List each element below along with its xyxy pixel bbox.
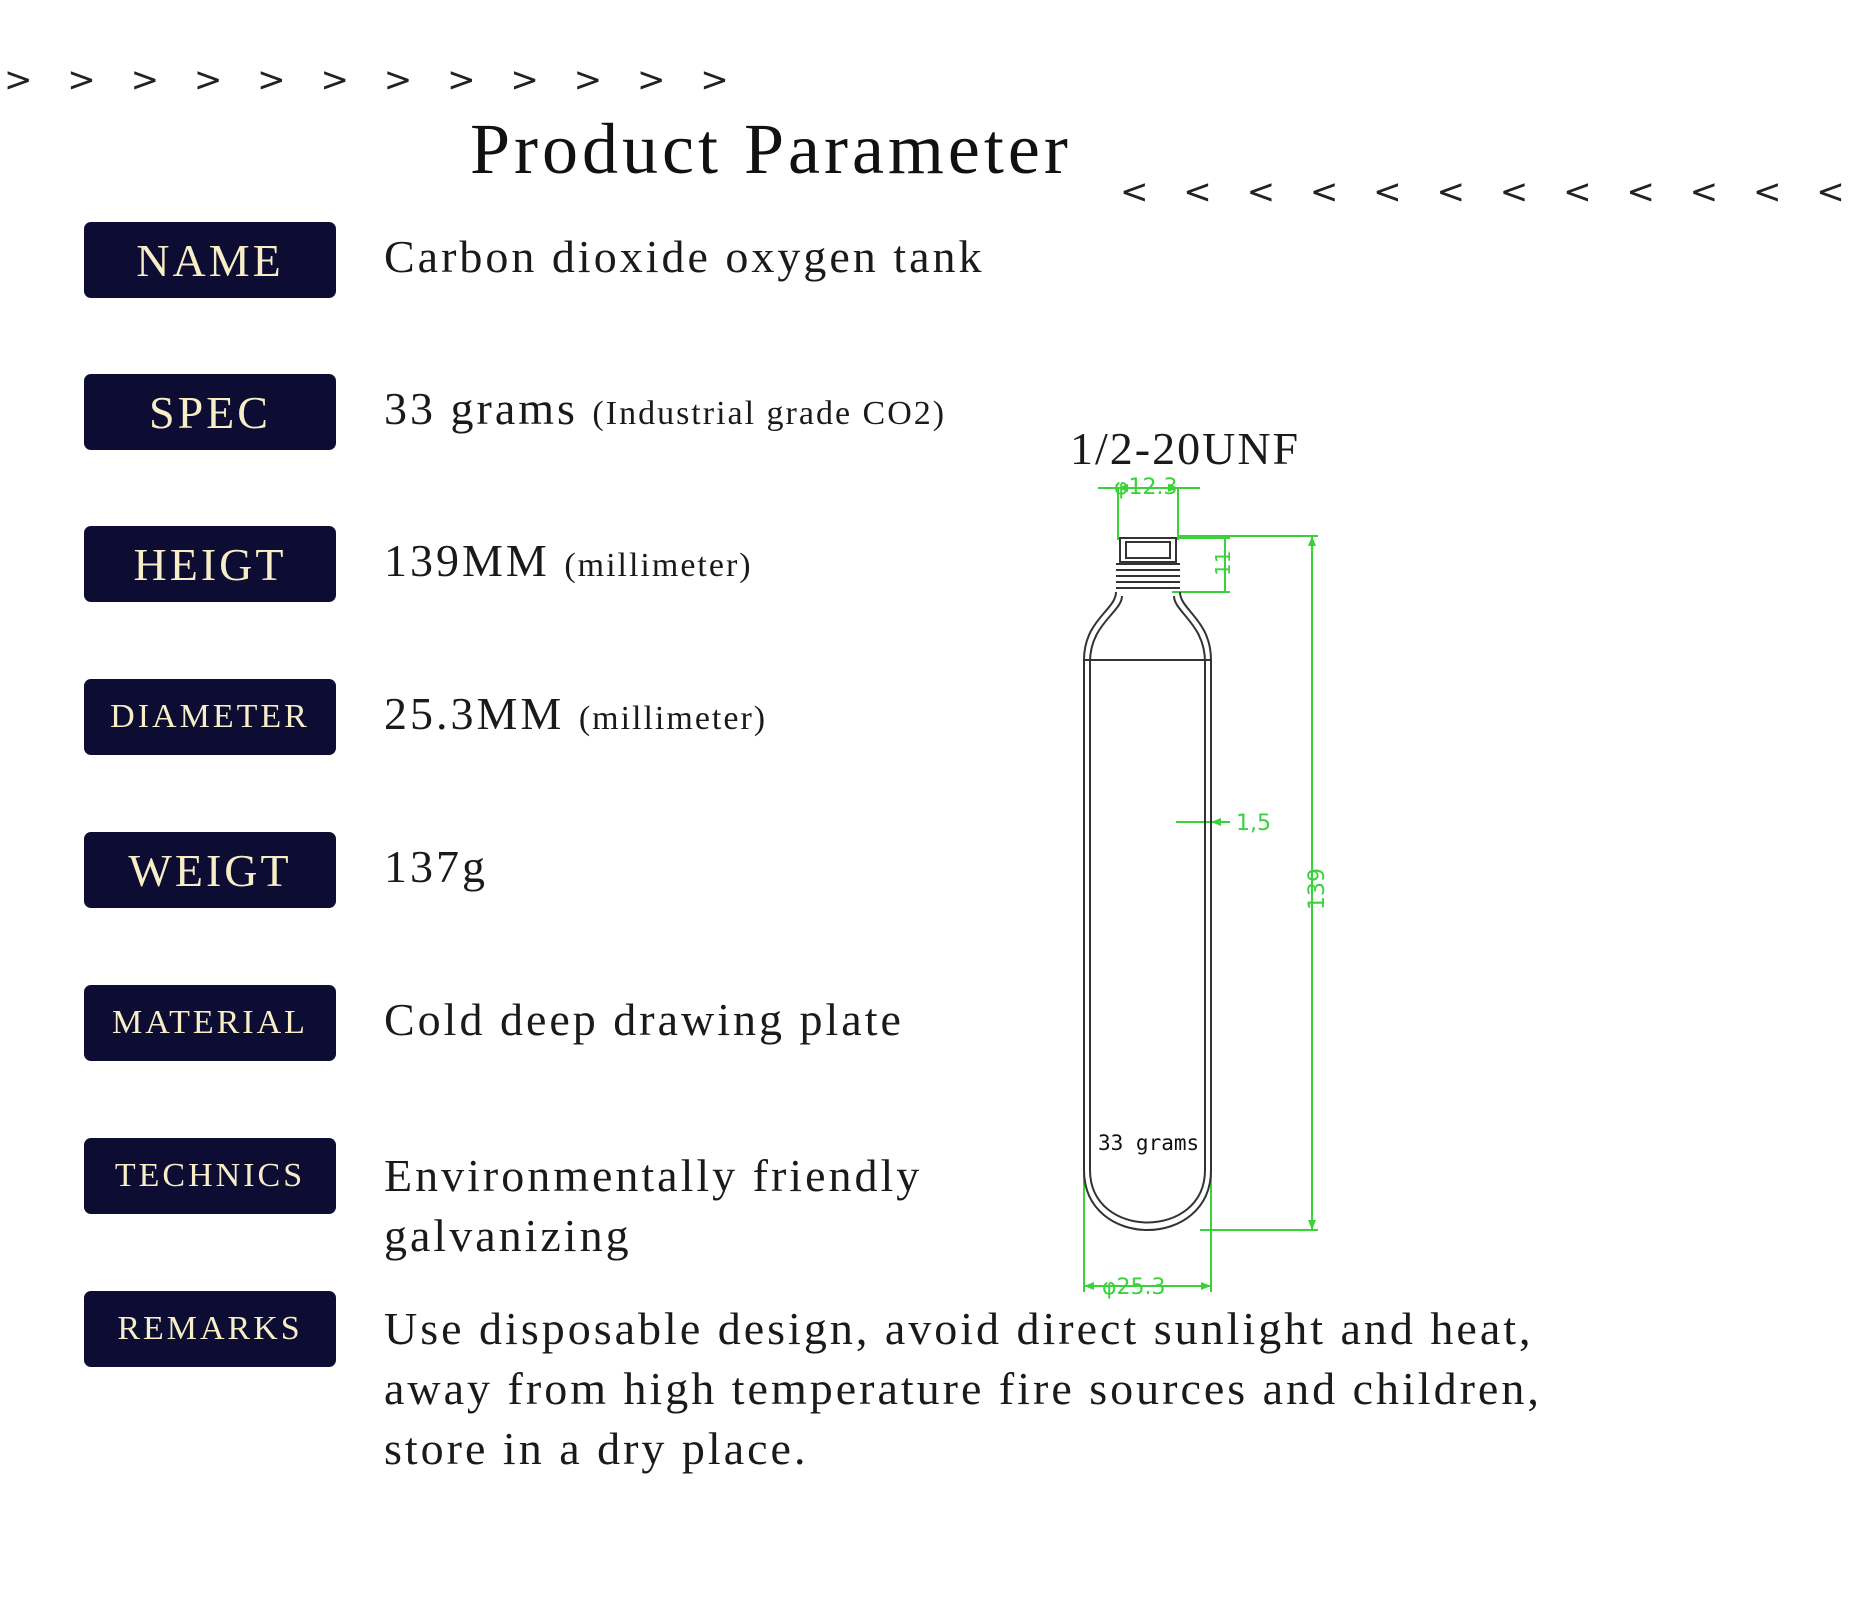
dim-bottom-diameter: φ25.3 xyxy=(1102,1275,1166,1300)
param-value-height xyxy=(384,534,753,587)
param-value-weight xyxy=(384,840,488,893)
param-value-spec-text: 33 grams xyxy=(384,383,578,434)
param-value-remarks xyxy=(384,1299,1544,1479)
param-value-name xyxy=(384,230,985,283)
dim-wall-thickness: 1,5 xyxy=(1236,811,1271,836)
param-value-technics xyxy=(384,1146,984,1266)
param-label-weight: WEIGT xyxy=(84,832,336,908)
decorative-arrows-right: < < < < < < < < < < < < xyxy=(1120,172,1857,212)
decorative-arrows-left: > > > > > > > > > > > > xyxy=(4,60,741,100)
param-value-diameter-text: 25.3MM xyxy=(384,688,565,739)
dim-overall-height: 139 xyxy=(1305,868,1330,910)
param-value-material-text: Cold deep drawing plate xyxy=(384,994,904,1045)
param-value-diameter-note: (millimeter) xyxy=(578,700,768,737)
param-label-technics: TECHNICS xyxy=(84,1138,336,1214)
param-label-remarks: REMARKS xyxy=(84,1291,336,1367)
param-value-material xyxy=(384,993,904,1046)
param-label-name: NAME xyxy=(84,222,336,298)
page-title: Product Parameter xyxy=(470,109,1072,189)
param-label-material: MATERIAL xyxy=(84,985,336,1061)
param-label-height: HEIGT xyxy=(84,526,336,602)
param-label-diameter: DIAMETER xyxy=(84,679,336,755)
dim-neck-height: 11 xyxy=(1211,550,1235,576)
cylinder-technical-drawing xyxy=(1080,475,1380,1320)
cylinder-outline xyxy=(1084,538,1211,1230)
param-value-spec xyxy=(384,382,946,435)
param-label-spec: SPEC xyxy=(84,374,336,450)
param-value-remarks-text: Use disposable design, avoid direct sunlight and heat, away from high temperature fire sources and children, store in a dry place. xyxy=(384,1303,1542,1474)
dimension-lines xyxy=(1084,488,1318,1292)
dim-top-diameter: φ12.3 xyxy=(1114,475,1178,500)
param-value-height-text: 139MM xyxy=(384,535,550,586)
thread-spec-label: 1/2-20UNF xyxy=(1070,423,1301,474)
param-value-height-note: (millimeter) xyxy=(564,547,753,584)
param-value-diameter xyxy=(384,687,767,740)
param-value-technics-text: Environmentally friendly galvanizing xyxy=(384,1150,923,1261)
param-value-spec-note: (Industrial grade CO2) xyxy=(592,395,947,432)
param-value-name-text: Carbon dioxide oxygen tank xyxy=(384,231,985,282)
cylinder-body-label: 33 grams xyxy=(1098,1131,1200,1155)
param-value-weight-text: 137g xyxy=(384,841,488,892)
